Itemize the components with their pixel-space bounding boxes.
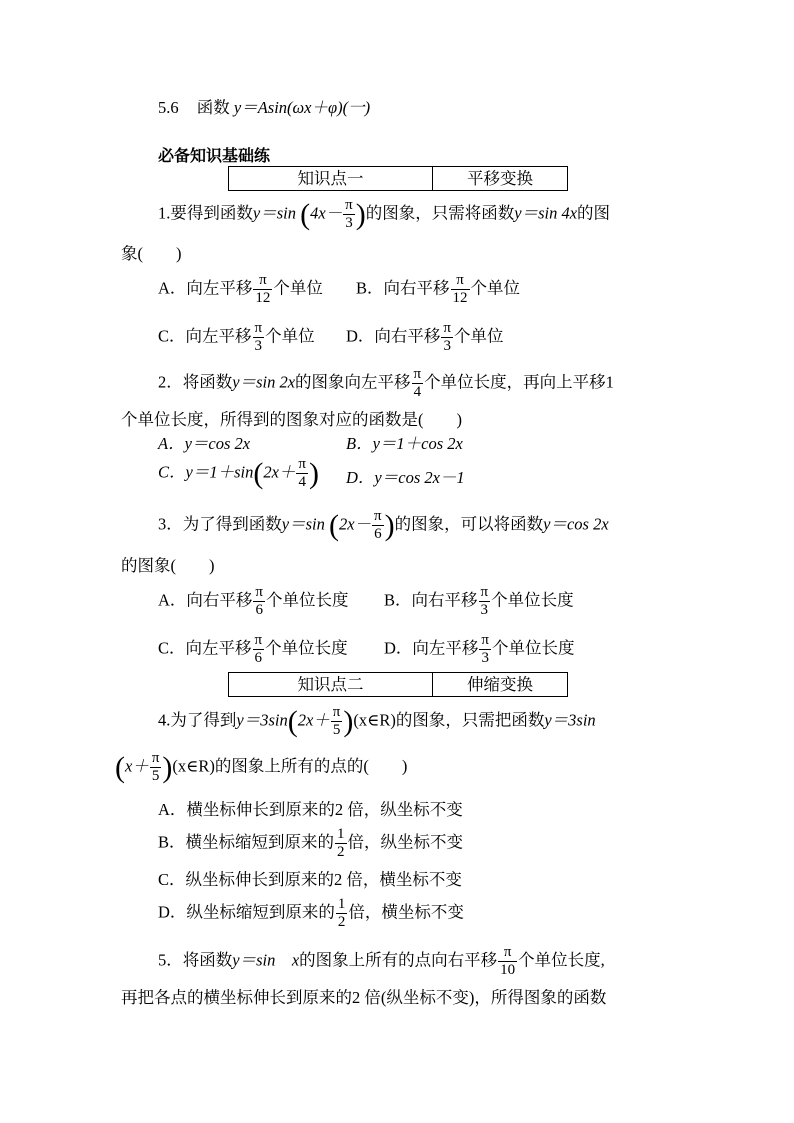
q4-paren-right: ) (343, 704, 354, 738)
q1-b-frac (451, 272, 470, 308)
q4-func2: y＝3sin (544, 710, 596, 730)
q1-d-frac (441, 320, 453, 356)
section-heading: 必备知识基础练 (158, 146, 271, 165)
q4-line1 (158, 704, 596, 740)
q5-line1 (158, 944, 605, 980)
q1-a-frac (253, 272, 272, 308)
q3-c-den: 6 (254, 650, 263, 667)
q2-option-b[interactable]: B．y＝1＋cos 2x (346, 434, 463, 453)
q2-text-a: 2．将函数 (158, 372, 233, 392)
q1-line1 (158, 197, 610, 233)
q4-b-frac (335, 826, 347, 862)
q3-func: y＝sin (281, 514, 325, 534)
section-number: 5.6 (158, 98, 179, 117)
q3-b-frac (479, 584, 491, 620)
q1-a-den: 12 (255, 290, 271, 307)
q5-text-a: 5．将函数 (158, 950, 233, 970)
q2-text-d: 个单位长度，再向上平移1 (424, 372, 614, 392)
q2-option-d[interactable]: D．y＝cos 2x－1 (346, 468, 465, 487)
q3-d-frac (479, 632, 491, 668)
q5-line2: 再把各点的横坐标伸长到原来的2 倍(纵坐标不变)，所得图象的函数 (121, 988, 607, 1007)
q4-l2-arg: x＋ (125, 756, 149, 776)
q4-d-den: 2 (337, 914, 346, 931)
q4-l2-text: (x∈R)的图象上所有的点的( ) (172, 756, 408, 776)
q3-a-den: 6 (255, 602, 263, 619)
q1-c-text: C．向左平移 (158, 326, 252, 346)
q4-b-den: 2 (337, 844, 345, 861)
q2-line1 (158, 366, 614, 402)
q2-c-arg: 2x＋ (263, 462, 296, 482)
q1-fraction (343, 197, 355, 233)
q1-paren-right: ) (355, 197, 366, 231)
q1-option-c[interactable] (158, 320, 315, 356)
q4-b-text: B．横坐标缩短到原来的 (158, 832, 335, 852)
q3-a-text: A．向右平移 (158, 590, 253, 610)
q1-arg: 4x－ (310, 203, 343, 223)
q1-a-num: π (253, 272, 272, 290)
q1-d-tail: 个单位 (454, 326, 504, 346)
q2-c-paren-left: ( (253, 456, 264, 490)
q4-d-frac (336, 896, 348, 932)
q3-b-tail: 个单位长度 (491, 590, 574, 610)
q4-option-a[interactable]: A．横坐标伸长到原来的2 倍，纵坐标不变 (158, 800, 463, 819)
q3-paren-left: ( (328, 508, 339, 542)
q1-func2: y＝sin 4x (514, 203, 578, 223)
q3-c-text: C．向左平移 (158, 638, 252, 658)
kp1-label: 知识点一 (297, 169, 364, 188)
q2-c-num: π (296, 456, 308, 474)
q4-frac (331, 704, 343, 740)
q1-a-tail: 个单位 (273, 278, 323, 298)
q4-d-text: D．纵坐标缩短到原来的 (158, 902, 335, 922)
q1-b-tail: 个单位 (470, 278, 521, 298)
q1-text-f: 的图 (577, 203, 611, 223)
q3-den: 6 (374, 526, 382, 543)
q1-a-text: A．向左平移 (158, 278, 253, 298)
q3-d-den: 3 (481, 650, 489, 667)
q4-d-tail: 倍，横坐标不变 (348, 902, 464, 922)
q4-l2-den: 5 (151, 768, 160, 785)
q3-line1 (158, 508, 609, 544)
q2-num: π (412, 366, 424, 384)
q4-line2 (115, 750, 407, 786)
q3-arg: 2x－ (338, 514, 372, 534)
q5-text-c: 的图象上所有的点向右平移 (299, 950, 498, 970)
q1-b-den: 12 (452, 290, 468, 307)
q1-c-num: π (253, 320, 265, 338)
q1-func: y＝sin (252, 203, 296, 223)
q3-b-text: B．向右平移 (384, 590, 478, 610)
q4-b-num: 1 (335, 826, 347, 844)
q5-func: y＝sin x (232, 950, 300, 970)
q1-frac-num: π (343, 197, 355, 215)
q1-c-tail: 个单位 (265, 326, 315, 346)
q1-d-den: 3 (443, 338, 451, 355)
knowledge-point-2-box (228, 672, 568, 697)
q3-option-a[interactable] (158, 584, 349, 620)
q3-option-b[interactable] (384, 584, 574, 620)
q4-l2-num: π (150, 750, 162, 768)
q4-option-d[interactable] (158, 896, 464, 932)
q4-l2-frac (150, 750, 162, 786)
title-prefix: 函数 (196, 98, 230, 117)
q1-b-num: π (451, 272, 470, 290)
title-function: y＝Asin(ωx＋φ)(一) (233, 98, 371, 117)
q2-c-text: C．y＝1＋sin (158, 462, 254, 482)
q2-option-a[interactable]: A．y＝cos 2x (158, 434, 251, 453)
q2-c-frac (296, 456, 308, 492)
q2-den: 4 (413, 384, 422, 401)
kp2-label: 知识点二 (297, 675, 364, 694)
q1-d-text: D．向右平移 (346, 326, 441, 346)
q2-func: y＝sin 2x (232, 372, 296, 392)
q4-l2-paren-left: ( (115, 750, 125, 784)
q3-c-num: π (253, 632, 265, 650)
q2-c-paren-right: ) (309, 456, 319, 490)
page-title (158, 100, 370, 117)
q3-text-d: 的图象，可以将函数 (394, 514, 544, 534)
q3-c-tail: 个单位长度 (265, 638, 348, 658)
q4-option-b[interactable] (158, 826, 463, 862)
q1-c-den: 3 (254, 338, 263, 355)
q5-den: 10 (500, 962, 516, 979)
q3-func2: y＝cos 2x (543, 514, 609, 534)
kp2-topic: 伸缩变换 (467, 675, 533, 694)
q1-c-frac (253, 320, 265, 356)
q4-func: y＝3sin (236, 710, 288, 730)
q1-d-num: π (441, 320, 453, 338)
q3-a-frac (253, 584, 265, 620)
q1-line2: 象( ) (121, 244, 182, 263)
q3-line2: 的图象( ) (121, 556, 215, 575)
kp1-topic: 平移变换 (467, 169, 533, 188)
q3-d-tail: 个单位长度 (492, 638, 575, 658)
q4-text-d: (x∈R)的图象，只需把函数 (353, 710, 545, 730)
q1-text-a: 1.要得到函数 (158, 203, 253, 223)
q3-text-a: 3．为了得到函数 (158, 514, 282, 534)
q3-frac (372, 508, 384, 544)
q4-arg: 2x＋ (297, 710, 330, 730)
q4-d-num: 1 (336, 896, 348, 914)
q3-option-d[interactable] (384, 632, 575, 668)
q5-num: π (498, 944, 517, 962)
q3-b-den: 3 (480, 602, 489, 619)
knowledge-point-1-box (228, 166, 568, 191)
q2-text-c: 的图象向左平移 (295, 372, 411, 392)
q1-text-d: 的图象，只需将函数 (365, 203, 515, 223)
q3-a-tail: 个单位长度 (266, 590, 349, 610)
q3-d-num: π (479, 632, 491, 650)
q4-b-tail: 倍，纵坐标不变 (347, 832, 464, 852)
q5-frac (498, 944, 517, 980)
q1-paren-left: ( (300, 197, 311, 231)
q4-l2-paren-right: ) (162, 750, 173, 784)
q2-frac (412, 366, 424, 402)
q5-text-d: 个单位长度, (518, 950, 605, 970)
q1-option-a[interactable] (158, 272, 323, 308)
q4-paren-left: ( (287, 704, 298, 738)
q3-option-c[interactable] (158, 632, 348, 668)
q3-num: π (372, 508, 384, 526)
q3-a-num: π (253, 584, 265, 602)
q4-option-c[interactable]: C．纵坐标伸长到原来的2 倍，横坐标不变 (158, 870, 462, 889)
q3-c-frac (253, 632, 265, 668)
q4-text-a: 4.为了得到 (158, 710, 237, 730)
q3-d-text: D．向左平移 (384, 638, 479, 658)
q1-option-b[interactable] (356, 272, 520, 308)
q1-b-text: B．向右平移 (356, 278, 450, 298)
q2-line2: 个单位长度，所得到的图象对应的函数是( ) (121, 410, 462, 429)
q4-num: π (331, 704, 343, 722)
q4-den: 5 (332, 722, 341, 739)
q3-b-num: π (479, 584, 491, 602)
q1-frac-den: 3 (345, 215, 353, 232)
q1-option-d[interactable] (346, 320, 504, 356)
q2-c-den: 4 (298, 474, 306, 491)
q3-paren-right: ) (384, 508, 395, 542)
q2-option-c[interactable] (158, 456, 319, 492)
